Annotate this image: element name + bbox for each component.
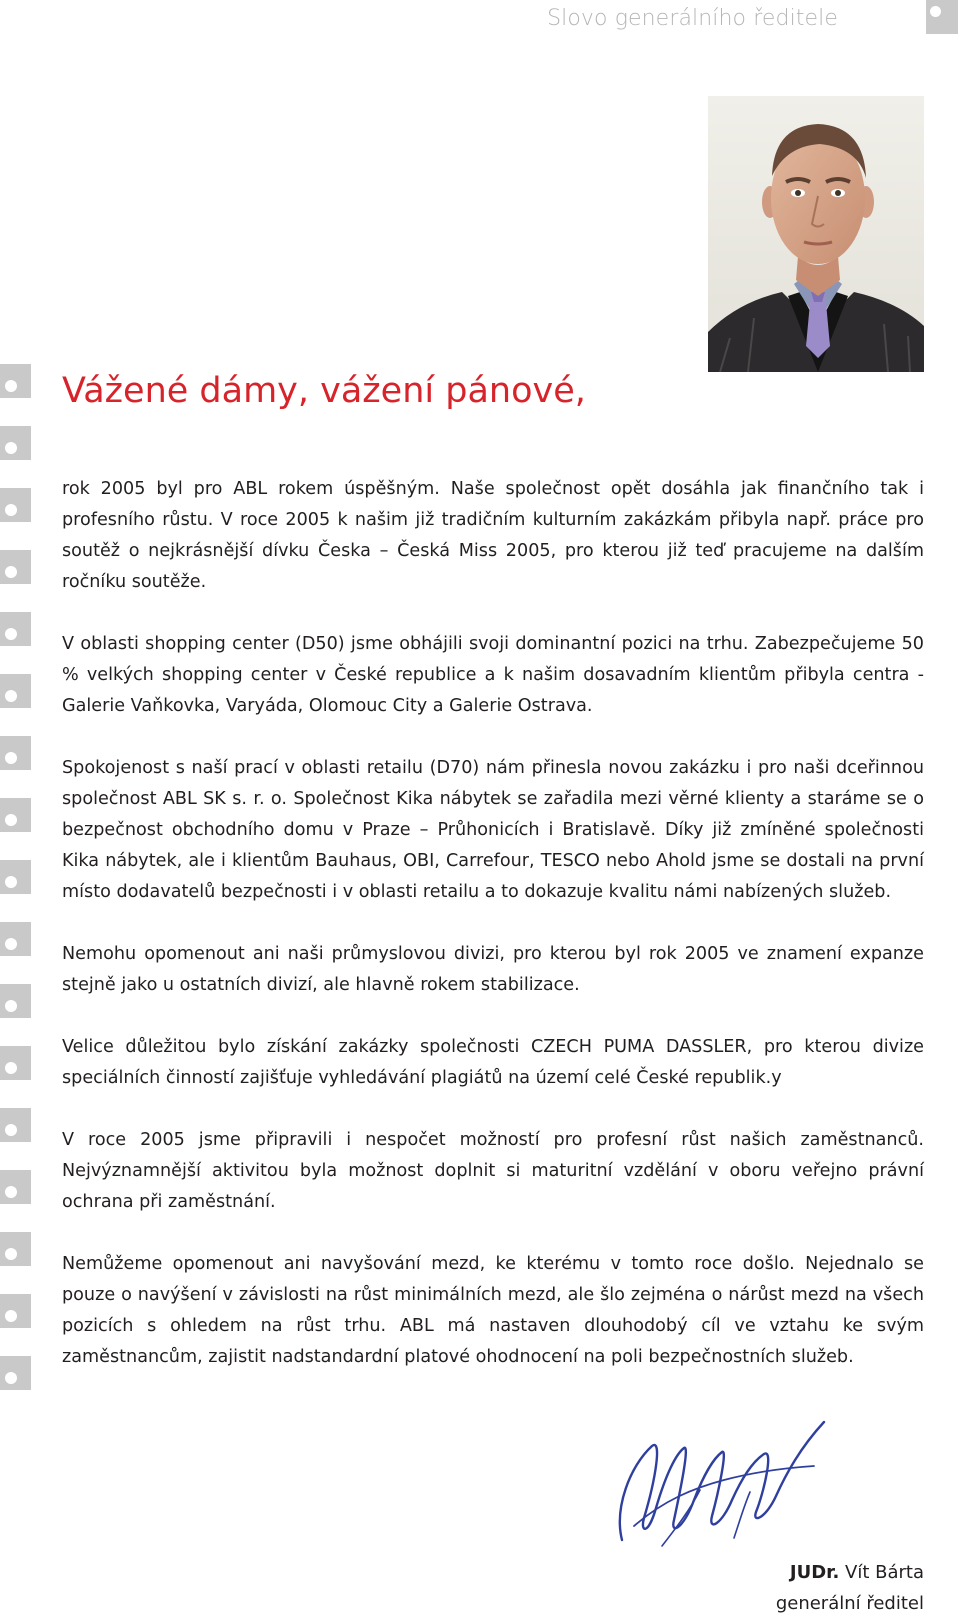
signer-block	[776, 1557, 924, 1619]
letter-paragraph: Nemohu opomenout ani naši průmyslovou divizi, pro kterou byl rok 2005 ve znamení expanze stejně jako u ostatních divizí, ale hlavně rokem stabilizace.	[62, 944, 924, 995]
side-square-decoration	[0, 860, 31, 894]
director-portrait-photo	[708, 96, 924, 372]
side-square-decoration	[0, 798, 31, 832]
handwritten-signature	[604, 1408, 838, 1558]
side-square-decoration	[0, 612, 31, 646]
corner-square-decoration	[926, 0, 958, 34]
page-header-title: Slovo generálního ředitele	[547, 6, 838, 31]
side-square-decoration	[0, 426, 31, 460]
signer-name	[776, 1557, 924, 1588]
signer-position: generální ředitel	[775, 1593, 924, 1614]
letter-paragraph: V roce 2005 jsme připravili i nespočet možností pro profesní růst našich zaměstnanců. Nejvýznamnější aktivitou byla možnost doplnit si maturitní vzdělání v oboru veřejno právní ochrana při zaměstnání.	[62, 1130, 924, 1212]
letter-paragraph: Nemůžeme opomenout ani navyšování mezd, ke kterému v tomto roce došlo. Nejednalo se pouze o navýšení v závislosti na růst minimálních mezd, ale šlo zejména o nárůst mezd na všech pozicích s ohledem na růst trhu. ABL má nastaven dlouhodobý cíl ve vztahu ke svým zaměstnancům, zajistit nadstandardní platové ohodnocení na poli bezpečnostních služeb.	[62, 1254, 924, 1367]
letter-paragraph: V oblasti shopping center (D50) jsme obhájili svoji dominantní pozici na trhu. Zabezpečujeme 50 % velkých shopping center v České republice a k našim dosavadním klientům přibyla centra - Galerie Vaňkovka, Varyáda, Olomouc City a Galerie Ostrava.	[62, 634, 924, 716]
letter-paragraph: rok 2005 byl pro ABL rokem úspěšným. Naše společnost opět dosáhla jak finančního tak i profesního růstu. V roce 2005 k našim již tradičním kulturním zakázkám přibyla např. práce pro soutěž o nejkrásnější dívku Česka – Česká Miss 2005, pro kterou již teď pracujeme na dalším ročníku soutěže.	[62, 479, 924, 592]
side-square-decoration	[0, 674, 31, 708]
side-square-decoration	[0, 736, 31, 770]
side-square-decoration	[0, 364, 31, 398]
signer-name-text: Vít Bárta	[845, 1562, 924, 1583]
side-square-decoration	[0, 1356, 31, 1390]
greeting-heading: Vážené dámy, vážení pánové,	[62, 371, 586, 411]
letter-paragraph: Spokojenost s naší prací v oblasti retailu (D70) nám přinesla novou zakázku i pro naši dceřinnou společnost ABL SK s. r. o. Společnost Kika nábytek se zařadila mezi věrné klienty a staráme se o bezpečnost obchodního domu v Praze – Průhonicích i Bratislavě. Díky již zmíněné společnosti Kika nábytek, ale i klientům Bauhaus, OBI, Carrefour, TESCO nebo Ahold jsme se dostali na první místo dodavatelů bezpečnosti i v oblasti retailu a to dokazuje kvalitu námi nabízených služeb.	[62, 758, 924, 902]
side-square-decoration	[0, 550, 31, 584]
signer-title-prefix: JUDr.	[789, 1562, 840, 1583]
side-square-decoration	[0, 1294, 31, 1328]
side-square-decoration	[0, 1170, 31, 1204]
side-square-decoration	[0, 488, 31, 522]
letter-body	[62, 474, 924, 1404]
side-square-decoration	[0, 984, 31, 1018]
side-square-decoration	[0, 1108, 31, 1142]
side-square-decoration	[0, 922, 31, 956]
side-square-decoration	[0, 1232, 31, 1266]
side-square-decoration	[0, 1046, 31, 1080]
letter-paragraph: Velice důležitou bylo získání zakázky společnosti CZECH PUMA DASSLER, pro kterou divize speciálních činností zajišťuje vyhledávání plagiátů na území celé České republik.y	[62, 1037, 924, 1088]
